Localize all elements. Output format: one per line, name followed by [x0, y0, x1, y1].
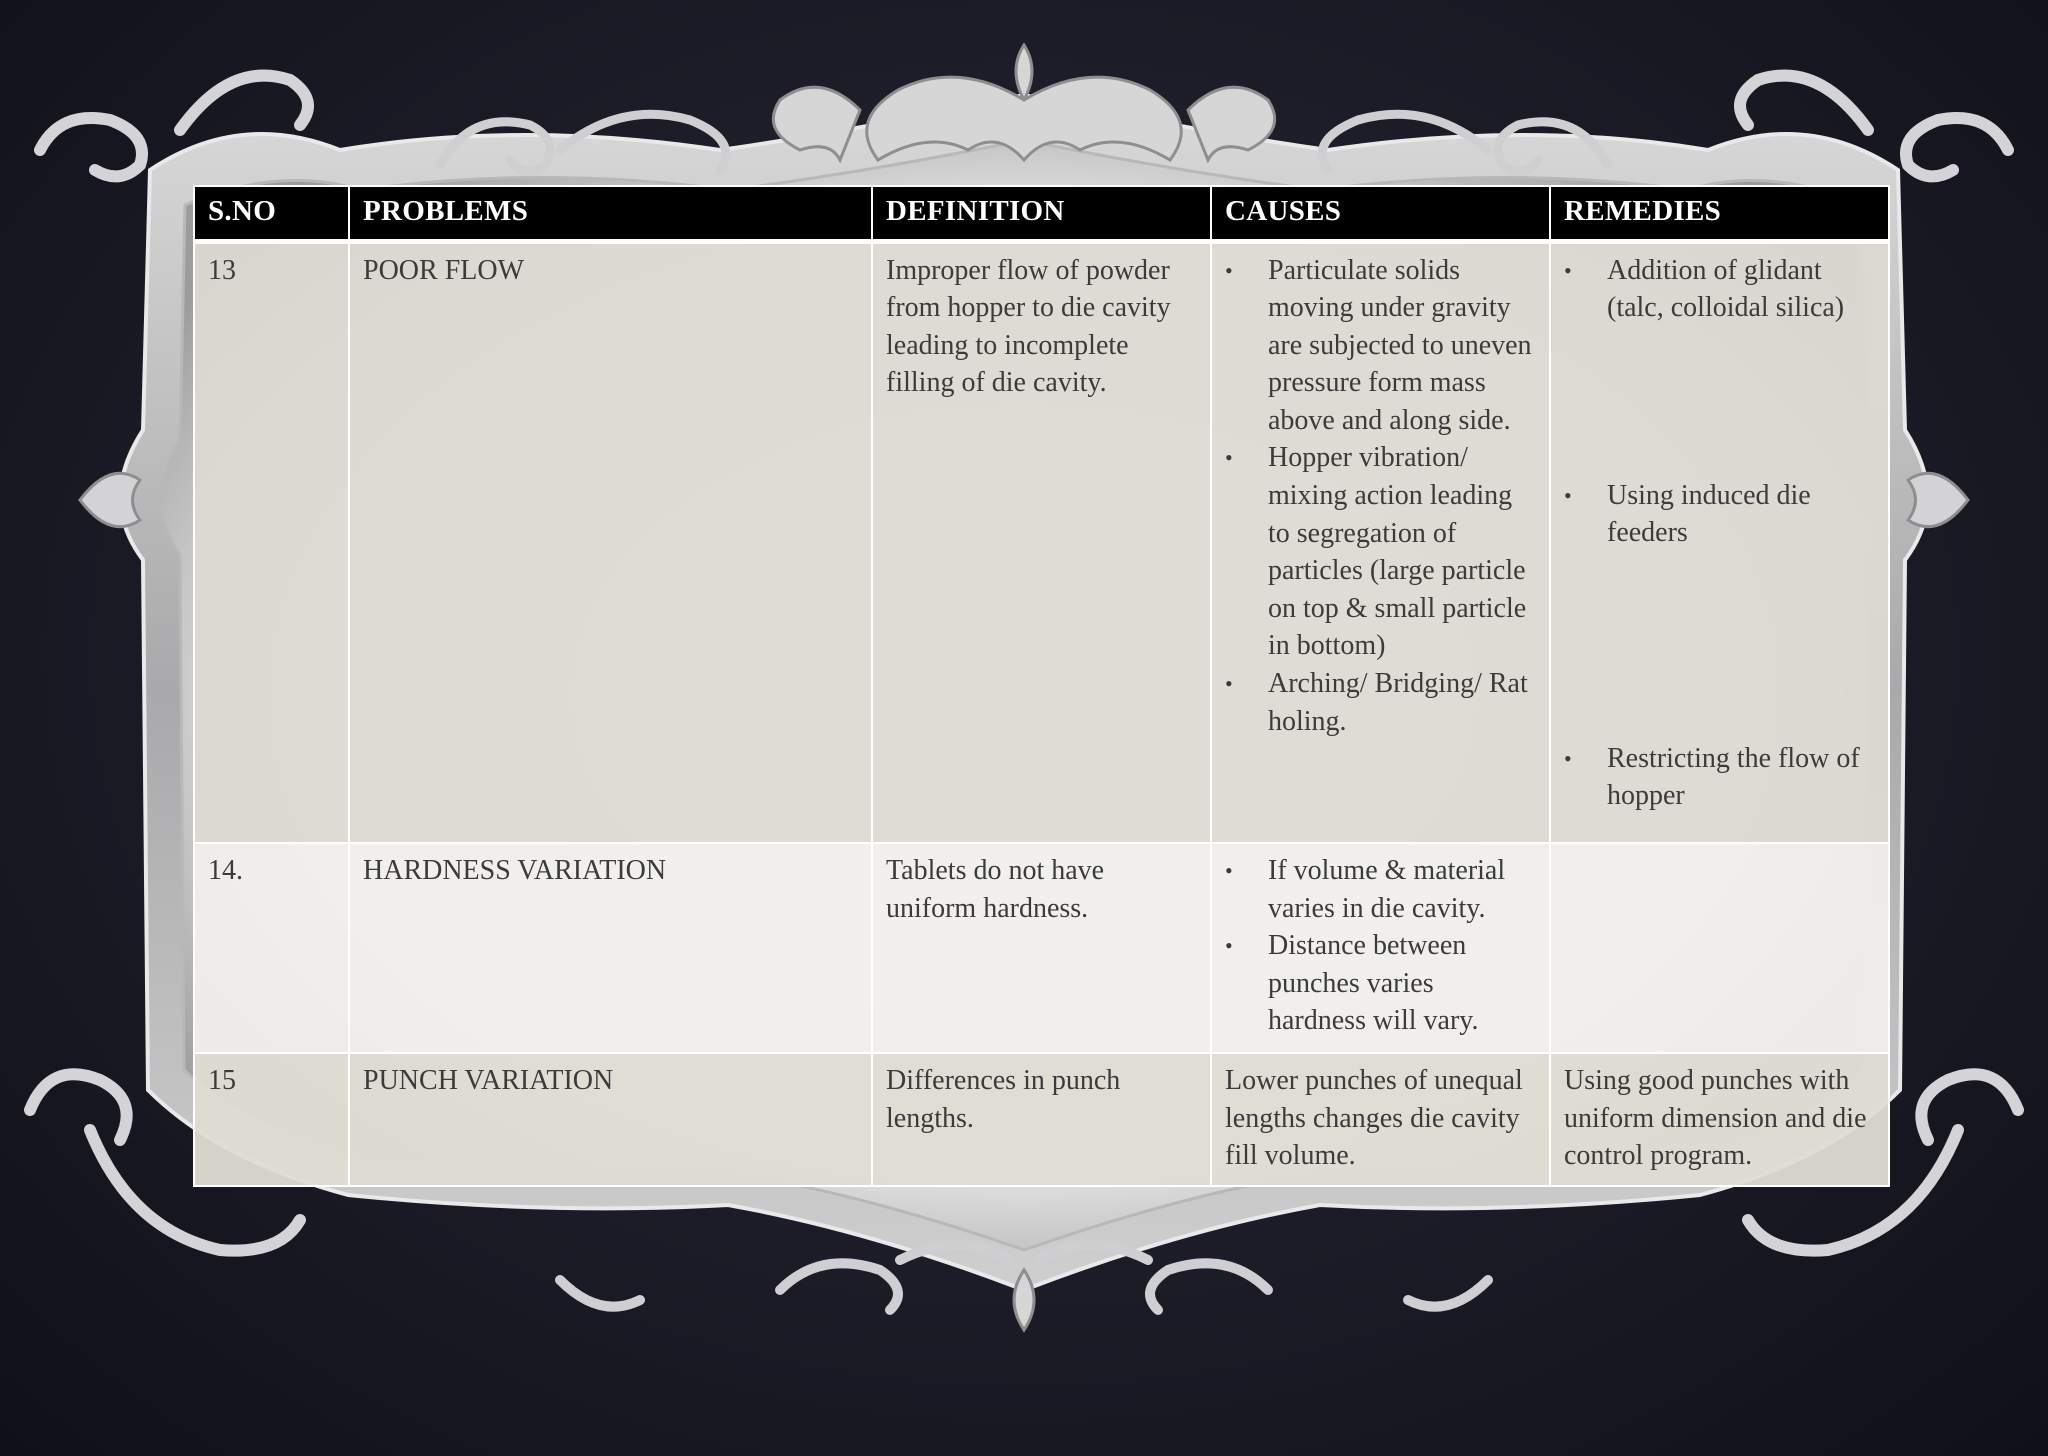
remedy-text: Addition of glidant (talc, colloidal silica)	[1607, 254, 1845, 324]
list-item	[1564, 477, 1875, 552]
cell-remedies: Using good punches with uniform dimension and die control program.	[1550, 1053, 1889, 1186]
bullet-icon: •	[1225, 858, 1233, 883]
bullet-icon: •	[1564, 482, 1572, 508]
remedy-text: Restricting the flow of hopper	[1607, 742, 1860, 812]
fleur-right	[1908, 473, 1968, 526]
cell-definition: Tablets do not have uniform hardness.	[872, 843, 1211, 1053]
scroll-bottom-far-left	[560, 1280, 640, 1307]
header-sno: S.NO	[194, 186, 349, 241]
cell-sno: 15	[194, 1053, 349, 1186]
cell-causes	[1211, 241, 1550, 843]
remedy-text: Using induced die feeders	[1607, 479, 1811, 549]
cause-text: Arching/ Bridging/ Rat holing.	[1268, 668, 1528, 737]
bullet-icon: •	[1564, 745, 1572, 771]
scroll-bottom-far-right	[1408, 1280, 1488, 1307]
table-row	[194, 241, 1889, 843]
fleur-left	[80, 473, 140, 526]
cell-causes: Lower punches of unequal lengths changes die cavity fill volume.	[1211, 1053, 1550, 1186]
cell-definition: Improper flow of powder from hopper to die cavity leading to incomplete filling of die cavity.	[872, 241, 1211, 843]
list-item	[1225, 252, 1536, 440]
cell-sno: 14.	[194, 843, 349, 1053]
cell-problem: POOR FLOW	[349, 241, 872, 843]
cause-text: Distance between punches varies hardness will vary.	[1268, 930, 1479, 1037]
bullet-icon: •	[1225, 445, 1233, 471]
bullet-icon: •	[1225, 671, 1233, 697]
cause-text: Hopper vibration/ mixing action leading to segregation of particles (large particle on top & small particle in bottom)	[1268, 442, 1527, 662]
list-item	[1225, 665, 1536, 740]
list-item	[1564, 252, 1875, 327]
table-row	[194, 843, 1889, 1053]
bullet-icon: •	[1564, 257, 1572, 283]
causes-list	[1225, 852, 1536, 1040]
header-definition: DEFINITION	[872, 186, 1211, 241]
cell-sno: 13	[194, 241, 349, 843]
list-item	[1225, 852, 1536, 927]
cell-definition: Differences in punch lengths.	[872, 1053, 1211, 1186]
header-remedies: REMEDIES	[1550, 186, 1889, 241]
remedies-list	[1564, 252, 1875, 816]
causes-list	[1225, 252, 1536, 741]
cell-causes	[1211, 843, 1550, 1053]
cell-problem: HARDNESS VARIATION	[349, 843, 872, 1053]
tablet-problems-table	[193, 185, 1890, 1187]
list-item	[1225, 439, 1536, 665]
cause-text: If volume & material varies in die cavity.	[1268, 855, 1506, 924]
cause-text: Particulate solids moving under gravity are subjected to uneven pressure form mass above and along side.	[1268, 254, 1532, 436]
header-causes: CAUSES	[1211, 186, 1550, 241]
list-item	[1564, 740, 1875, 815]
cell-remedies	[1550, 843, 1889, 1053]
bullet-icon: •	[1225, 257, 1233, 283]
problems-table-container	[193, 185, 1888, 1187]
cell-remedies	[1550, 241, 1889, 843]
header-problems: PROBLEMS	[349, 186, 872, 241]
cell-problem: PUNCH VARIATION	[349, 1053, 872, 1186]
list-item	[1225, 927, 1536, 1040]
table-row	[194, 1053, 1889, 1186]
bullet-icon: •	[1225, 933, 1233, 959]
table-header-row	[194, 186, 1889, 241]
